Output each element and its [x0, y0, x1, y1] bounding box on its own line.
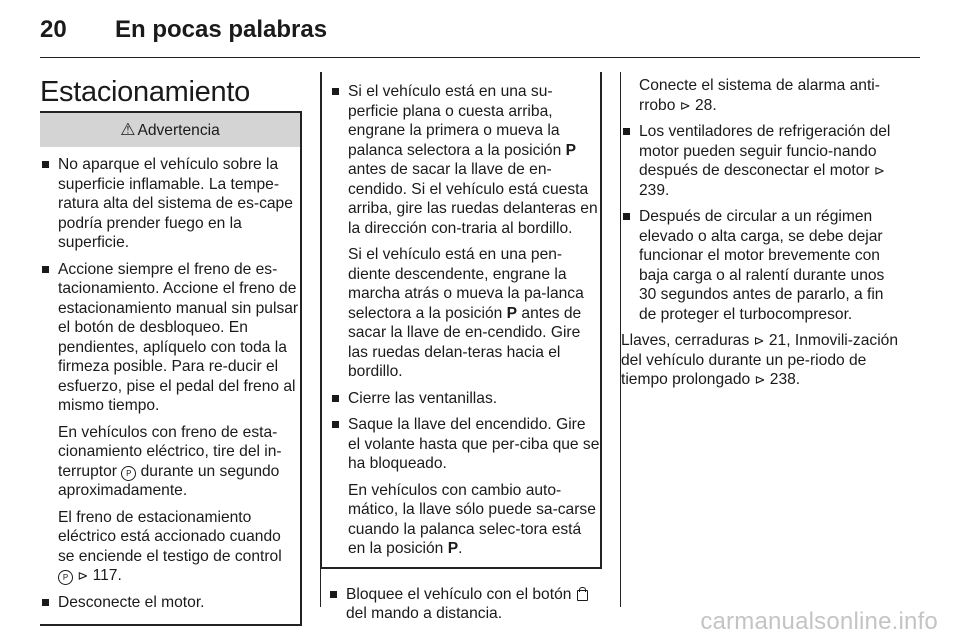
warning-heading-label: Advertencia [137, 122, 220, 139]
bullet-square-icon [623, 213, 630, 220]
paragraph: El freno de estacionamiento eléctrico está accionado cuando se enciende el testigo de control P ⊳ 117. [58, 508, 282, 584]
column-middle [320, 72, 602, 631]
reference-arrow-icon: ⊳ [679, 97, 691, 113]
paragraph: Conecte el sistema de alarma anti-rrobo ⊳ 28. [639, 77, 880, 114]
bullet-square-icon [42, 266, 49, 273]
warning-triangle-icon: ⚠ [120, 120, 136, 139]
warning-heading [40, 111, 300, 147]
warning-body [40, 147, 300, 624]
chapter-title: En pocas palabras [115, 16, 328, 43]
parking-brake-icon: P [58, 570, 73, 585]
bullet-square-icon [623, 128, 630, 135]
paragraph: En vehículos con cambio auto-mático, la llave sólo puede sa-carse cuando la palanca selec-tora está en la posición P. [348, 481, 596, 557]
bullet-square-icon [42, 599, 49, 606]
list-item: Saque la llave del encendido. Gire el volante hasta que per-ciba que se ha bloqueado. [330, 415, 600, 474]
column-left [40, 72, 302, 626]
paragraph: Llaves, cerraduras ⊳ 21, Inmovili-zación del vehículo durante un pe-riodo de tiempo prolongado ⊳ 238. [621, 332, 899, 388]
reference-arrow-icon: ⊳ [77, 568, 89, 583]
reference-arrow-icon: ⊳ [754, 372, 766, 387]
watermark: carmanualsonline.info [700, 608, 938, 635]
bullet-square-icon [332, 395, 339, 402]
parking-brake-icon: P [121, 466, 136, 481]
warning-box [40, 111, 302, 626]
warning-body [322, 72, 600, 567]
list-item: Desconecte el motor. [40, 593, 300, 613]
list-item: Accione siempre el freno de es-tacionamiento. Accione el freno de estacionamiento manual sin pulsar el botón de desbloqueo. En pendientes, aplíquelo con toda la firmeza posible. Para re-ducir el esfuerzo, pise el pedal del freno al mismo tiempo. [40, 260, 300, 416]
reference-arrow-icon: ⊳ [753, 333, 765, 348]
column-right [621, 72, 904, 397]
bullet-square-icon [332, 88, 339, 95]
section-title: Estacionamiento [40, 76, 250, 108]
paragraph: En vehículos con freno de esta-cionamiento eléctrico, tire del in-terruptor P durante un segundo aproximadamente. [58, 423, 282, 499]
reference-arrow-icon: ⊳ [873, 163, 885, 178]
list-item: Bloquee el vehículo con el botón del mando a distancia. [328, 585, 602, 624]
paragraph: Si el vehículo está en una pen-diente descendente, engrane la marcha atrás o mueva la pa-lanca selectora a la posición P antes de sacar la llave de en-cendido. Gire las ruedas delan-teras hacia el bordillo. [348, 246, 584, 380]
list-item: Los ventiladores de refrigeración del motor pueden seguir funcio-nando después de desconectar el motor ⊳ 239. [621, 122, 904, 200]
warning-box-continued [320, 72, 602, 569]
bullet-square-icon [42, 161, 49, 168]
list-item: Cierre las ventanillas. [330, 389, 600, 409]
bullet-square-icon [330, 591, 337, 598]
list-item: Si el vehículo está en una su-perficie plana o cuesta arriba, engrane la primera o mueva la palanca selectora a la posición P antes de sacar la llave de en-cendido. Si el vehículo está cuesta arriba, gire las ruedas delanteras en la dirección con-traria al bordillo. [330, 82, 600, 238]
lock-button-icon [576, 587, 588, 601]
list-item: Después de circular a un régimen elevado o alta carga, se debe dejar funcionar el motor brevemente con baja carga o al ralentí durante unos 30 segundos antes de pararlo, a fin de proteger el turbocompresor. [621, 207, 904, 324]
list-item: No aparque el vehículo sobre la superficie inflamable. La tempe-ratura alta del sistema de es-cape podría prender fuego en la superficie. [40, 155, 300, 253]
page-header [40, 16, 920, 50]
header-rule [40, 57, 920, 58]
page-number: 20 [40, 16, 67, 43]
bullet-square-icon [332, 421, 339, 428]
